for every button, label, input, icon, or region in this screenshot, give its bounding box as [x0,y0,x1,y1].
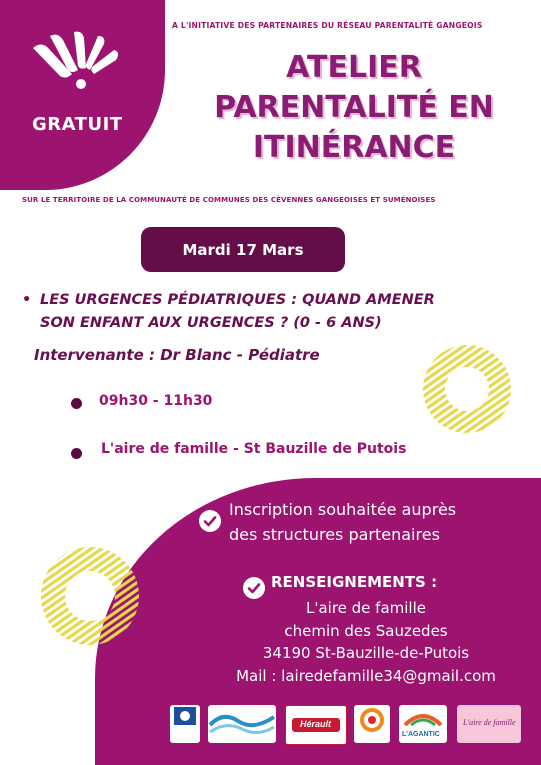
topic-line-2: SON ENFANT AUX URGENCES ? (0 - 6 ANS) [40,315,382,331]
free-badge: GRATUIT [32,114,123,135]
agantic-logo [399,705,447,743]
info-heading: RENSEIGNEMENTS : [271,573,438,591]
territory-text: SUR LE TERRITOIRE DE LA COMMUNAUTÉ DE COMMUNES DES CÉVENNES GANGEOISES ET SUMÉNOISES [22,196,436,204]
check-icon [243,577,265,599]
registration-line-2: des structures partenaires [229,525,440,544]
page-title [168,48,540,168]
title-line-2: PARENTALITÉ EN [214,90,494,125]
swirl-logo-icon [354,705,390,743]
time-bullet [71,398,82,409]
date-text: Mardi 17 Mars [182,240,304,259]
topic-bullet: • [22,292,32,308]
contact-line-2: chemin des Sauzedes [284,621,448,640]
contact-line-3: 34190 St-Bauzille-de-Putois [262,644,470,662]
time-text: 09h30 - 11h30 [99,393,213,409]
title-line-3: ITINÉRANCE [252,130,456,165]
aire-logo-text: L'aire de famille [463,718,516,727]
registration-text [229,497,529,547]
herault-logo [285,705,347,745]
registration-line-1: Inscription souhaitée auprès [229,500,457,519]
agantic-logo-text: L'AGANTIC [402,731,440,738]
herault-logo-text: Hérault [300,719,332,729]
initiative-text: A L'INITIATIVE DES PARTENAIRES DU RÉSEAU PARENTALITÉ GANGEOIS [172,21,483,30]
network-logo-icon [28,30,123,90]
contact-email[interactable]: Mail : lairedefamille34@gmail.com [236,666,496,685]
aire-de-famille-logo [457,705,521,743]
contact-block [196,597,536,687]
place-text: L'aire de famille - St Bauzille de Putois [101,441,407,457]
title-line-1: ATELIER [286,50,422,85]
caf-logo [170,705,200,743]
topic-line-1: LES URGENCES PÉDIATRIQUES : QUAND AMENER [40,292,435,308]
date-badge [141,227,345,272]
communaute-communes-logo [208,705,276,743]
contact-line-1: L'aire de famille [305,599,426,617]
header-blob [0,0,165,190]
decorative-ring-right [422,344,512,434]
caf-emblem-icon [170,705,200,743]
decorative-ring-left [40,546,140,646]
speaker-text: Intervenante : Dr Blanc - Pédiatre [34,346,320,364]
place-bullet [71,448,82,459]
centre-social-logo [354,705,390,743]
check-icon [199,510,221,532]
topic-block [22,289,532,335]
wave-logo-icon [208,705,276,743]
